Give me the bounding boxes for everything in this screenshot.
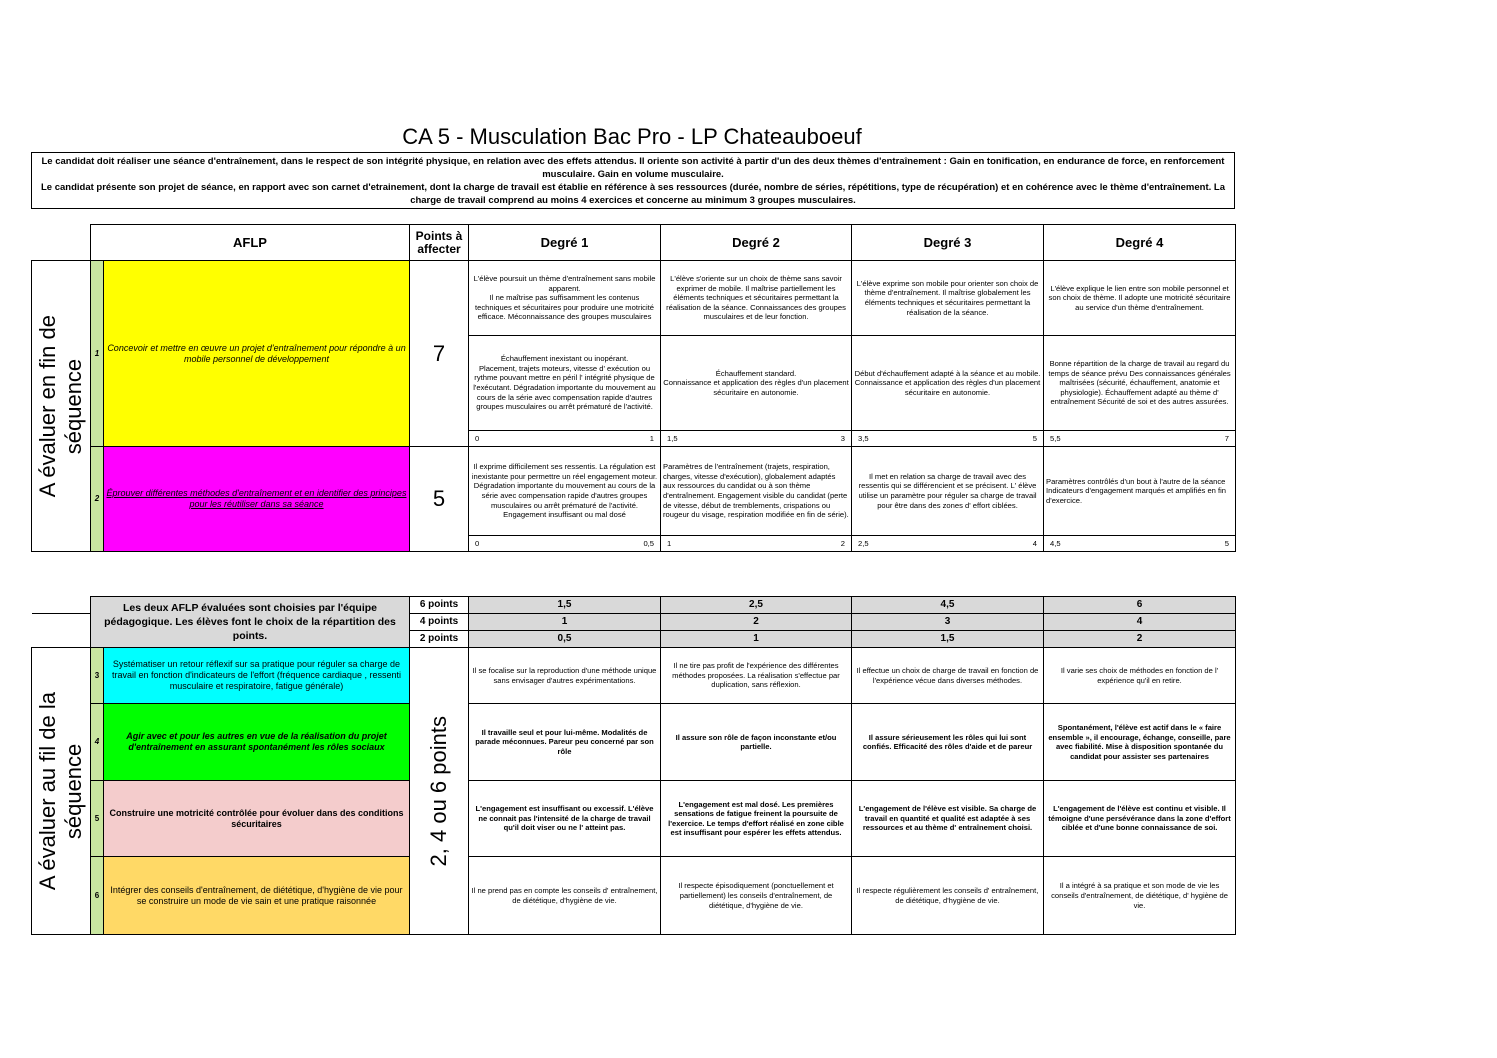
aflp-number-6: 6: [91, 857, 104, 935]
aflp-6-text: Intégrer des conseils d'entraînement, de diététique, d'hygiène de vie pour se construire un mode de vie sain et une pratique raisonnée: [104, 857, 410, 935]
degree-4-header: Degré 4: [1044, 225, 1236, 261]
aflp-choice-text: Les deux AFLP évaluées sont choisies par l'équipe pédagogique. Les élèves font le choix de la répartition des points.: [91, 597, 410, 648]
row2-degree3-top: Il met en relation sa charge de travail avec des ressentis qui se différencient et se précisent. L' élève utilise un paramètre pour réguler sa charge de travail pour être dans des zones d' effort ciblées.: [852, 447, 1044, 536]
scale-2-degree4: 2: [1044, 631, 1236, 648]
row3-degree4: Il varie ses choix de méthodes en fonction de l' expérience qu'il en retire.: [1044, 648, 1236, 704]
intro-paragraph-1: Le candidat doit réaliser une séance d'entraînement, dans le respect de son intégrité physique, en relation avec des effets attendus. Il oriente son activité à partir d'un des deux thèmes d'entraînement : Gain en tonification, en endurance de force, en renforcement musculaire. Gain en volume musculaire.: [41, 156, 1225, 180]
row1-degree1-bottom: Échauffement inexistant ou inopérant. Placement, trajets moteurs, vitesse d' exécution ou rythme pouvant mettre en péril l' intégrité physique de l'exécutant. Dégradation importante du mouvement au cours de la série avec compensation rapide d'autres groupes musculaires ou arrêt prématuré de l'activité.: [469, 336, 661, 431]
row4-degree1: Il travaille seul et pour lui-même. Modalités de parade méconnues. Pareur peu concerné par son rôle: [469, 704, 661, 781]
scale-6-label: 6 points: [410, 597, 469, 614]
row2-degree3-scores: 2,5 4: [852, 536, 1044, 552]
degree-2-header: Degré 2: [661, 225, 852, 261]
aflp-number-2: 2: [91, 447, 104, 552]
scale-6-degree3: 4,5: [852, 597, 1044, 614]
row2-degree4-scores: 4,5 5: [1044, 536, 1236, 552]
degree-3-header: Degré 3: [852, 225, 1044, 261]
scale-4-degree2: 2: [661, 614, 852, 631]
row1-degree3-scores: 3,5 5: [852, 431, 1044, 447]
row1-degree1-scores: 0 1: [469, 431, 661, 447]
row2-degree4-top: Paramètres contrôlés d'un bout à l'autre de la séance Indicateurs d'engagement marqués et amplifiés en fin d'exercice.: [1044, 447, 1236, 536]
row1-degree3-bottom: Début d'échauffement adapté à la séance et au mobile. Connaissance et application des règles d'un placement sécuritaire en autonomie.: [852, 336, 1044, 431]
aflp-header: AFLP: [91, 225, 410, 261]
row3-degree1: Il se focalise sur la reproduction d'une méthode unique sans envisager d'autres expérimentations.: [469, 648, 661, 704]
end-of-sequence-label: A évaluer en fin de séquence: [32, 261, 91, 552]
ongoing-evaluation-table: [31, 596, 1236, 935]
row6-degree1: Il ne prend pas en compte les conseils d' entraînement, de diététique, d'hygiène de vie.: [469, 857, 661, 935]
aflp-1-text: Concevoir et mettre en œuvre un projet d'entraînement pour répondre à un mobile personnel de développement: [104, 261, 410, 447]
aflp-1-points: 7: [410, 261, 469, 447]
intro-paragraph-2: Le candidat présente son projet de séance, en rapport avec son carnet d'etrainement, dont la charge de travail est établie en référence à ses ressources (durée, nombre de séries, répétitions, type de récupération) et en cohérence avec le thème d'entraînement. La charge de travail comprend au moins 4 exercices et concerne au minimum 3 groupes musculaires.: [41, 182, 1225, 206]
row2-degree2-top: Paramètres de l'entraînement (trajets, respiration, charges, vitesse d'exécution), globalement adaptés aux ressources du candidat ou à son thème d'entraînement. Engagement visible du candidat (perte de vitesse, début de tremblements, crispations ou rougeur du visage, respiration modifiée en fin de série).: [661, 447, 852, 536]
scale-2-label: 2 points: [410, 631, 469, 648]
row3-degree2: Il ne tire pas profit de l'expérience des différentes méthodes proposées. La réalisation s'effectue par duplication, sans réflexion.: [661, 648, 852, 704]
points-header: Points à affecter: [410, 225, 469, 261]
aflp-3-text: Systématiser un retour réflexif sur sa pratique pour réguler sa charge de travail en fonction d'indicateurs de l'effort (fréquence cardiaque , ressenti musculaire et respiratoire, fatigue générale): [104, 648, 410, 704]
row6-degree3: Il respecte régulièrement les conseils d' entraînement, de diététique, d'hygiène de vie.: [852, 857, 1044, 935]
row5-degree1: L'engagement est insuffisant ou excessif. L'élève ne connait pas l'intensité de la charge de travail qu'il doit viser ou ne l' atteint pas.: [469, 780, 661, 857]
row5-degree3: L'engagement de l'élève est visible. Sa charge de travail en quantité et qualité est adaptée à ses ressources et au thème d' entraînement choisi.: [852, 780, 1044, 857]
row1-degree2-top: L'élève s'oriente sur un choix de thème sans savoir exprimer de mobile. Il maîtrise partiellement les éléments techniques et sécuritaires permettant la réalisation de la séance. Connaissances des groupes musculaires et de leur fonction.: [661, 261, 852, 336]
scale-4-degree4: 4: [1044, 614, 1236, 631]
aflp-5-text: Construire une motricité contrôlée pour évoluer dans des conditions sécuritaires: [104, 780, 410, 857]
aflp-number-1: 1: [91, 261, 104, 447]
row5-degree2: L'engagement est mal dosé. Les premières sensations de fatigue freinent la poursuite de l'exercice. Le temps d'effort réalisé en zone cible est insuffisant pour espérer les effets attendus.: [661, 780, 852, 857]
row4-degree4: Spontanément, l'élève est actif dans le « faire ensemble », il encourage, échange, conseille, pare avec fiabilité. Mise à disposition spontanée du candidat pour assister ses partenaires: [1044, 704, 1236, 781]
aflp-number-5: 5: [91, 780, 104, 857]
end-of-sequence-table: [31, 224, 1236, 552]
intro-box: [31, 152, 1235, 209]
row2-degree1-scores: 0 0,5: [469, 536, 661, 552]
row1-degree4-scores: 5,5 7: [1044, 431, 1236, 447]
row1-degree1-top: L'élève poursuit un thème d'entraînement sans mobile apparent. Il ne maîtrise pas suffisamment les contenus techniques et sécuritaires pour produire une motricité efficace. Méconnaissance des groupes musculaires: [469, 261, 661, 336]
row2-degree1-top: Il exprime difficilement ses ressentis. La régulation est inexistante pour permettre un réel engagement moteur. Dégradation importante du mouvement au cours de la série avec compensation rapide d'autres groupes musculaires ou arrêt prématuré de l'activité. Engagement insuffisant ou mal dosé: [469, 447, 661, 536]
scale-2-degree1: 0,5: [469, 631, 661, 648]
row1-degree2-scores: 1,5 3: [661, 431, 852, 447]
ongoing-evaluation-label: A évaluer au fil de la séquence: [32, 648, 91, 935]
scale-6-degree2: 2,5: [661, 597, 852, 614]
row6-degree2: Il respecte épisodiquement (ponctuellement et partiellement) les conseils d'entraînement, de diététique, d'hygiène de vie.: [661, 857, 852, 935]
aflp-4-text: Agir avec et pour les autres en vue de la réalisation du projet d'entraînement en assurant spontanément les rôles sociaux: [104, 704, 410, 781]
scale-6-degree1: 1,5: [469, 597, 661, 614]
row1-degree2-bottom: Échauffement standard. Connaissance et application des règles d'un placement sécuritaire en autonomie.: [661, 336, 852, 431]
row6-degree4: Il a intégré à sa pratique et son mode de vie les conseils d'entraînement, de diététique, d' hygiène de vie.: [1044, 857, 1236, 935]
scale-4-label: 4 points: [410, 614, 469, 631]
row1-degree4-bottom: Bonne répartition de la charge de travail au regard du temps de séance prévu Des connaissances générales maîtrisées (sécurité, échauffement, anatomie et physiologie). Échauffement adapté au thème d' entraînement Sécurité de soi et des autres assurées.: [1044, 336, 1236, 431]
degree-1-header: Degré 1: [469, 225, 661, 261]
aflp-number-3: 3: [91, 648, 104, 704]
aflp-number-4: 4: [91, 704, 104, 781]
row5-degree4: L'engagement de l'élève est continu et visible. Il témoigne d'une persévérance dans la zone d'effort ciblée et d'une bonne connaissance de soi.: [1044, 780, 1236, 857]
points-choice-label: 2, 4 ou 6 points: [410, 648, 469, 935]
row4-degree3: Il assure sérieusement les rôles qui lui sont confiés. Efficacité des rôles d'aide et de pareur: [852, 704, 1044, 781]
aflp-2-points: 5: [410, 447, 469, 552]
row2-degree2-scores: 1 2: [661, 536, 852, 552]
row1-degree4-top: L'élève explique le lien entre son mobile personnel et son choix de thème. Il adopte une motricité sécuritaire au service d'un thème d'entraînement.: [1044, 261, 1236, 336]
row3-degree3: Il effectue un choix de charge de travail en fonction de l'expérience vécue dans diverses méthodes.: [852, 648, 1044, 704]
row4-degree2: Il assure son rôle de façon inconstante et/ou partielle.: [661, 704, 852, 781]
scale-4-degree3: 3: [852, 614, 1044, 631]
page-title: CA 5 - Musculation Bac Pro - LP Chateauboeuf: [402, 124, 862, 149]
scale-2-degree3: 1,5: [852, 631, 1044, 648]
scale-4-degree1: 1: [469, 614, 661, 631]
row1-degree3-top: L'élève exprime son mobile pour orienter son choix de thème d'entraînement. Il maîtrise globalement les éléments techniques et sécuritaires permettant la réalisation de la séance.: [852, 261, 1044, 336]
scale-6-degree4: 6: [1044, 597, 1236, 614]
scale-2-degree2: 1: [661, 631, 852, 648]
aflp-2-text: Éprouver différentes méthodes d'entraînement et en identifier des principes pour les réutiliser dans sa séance: [104, 447, 410, 552]
